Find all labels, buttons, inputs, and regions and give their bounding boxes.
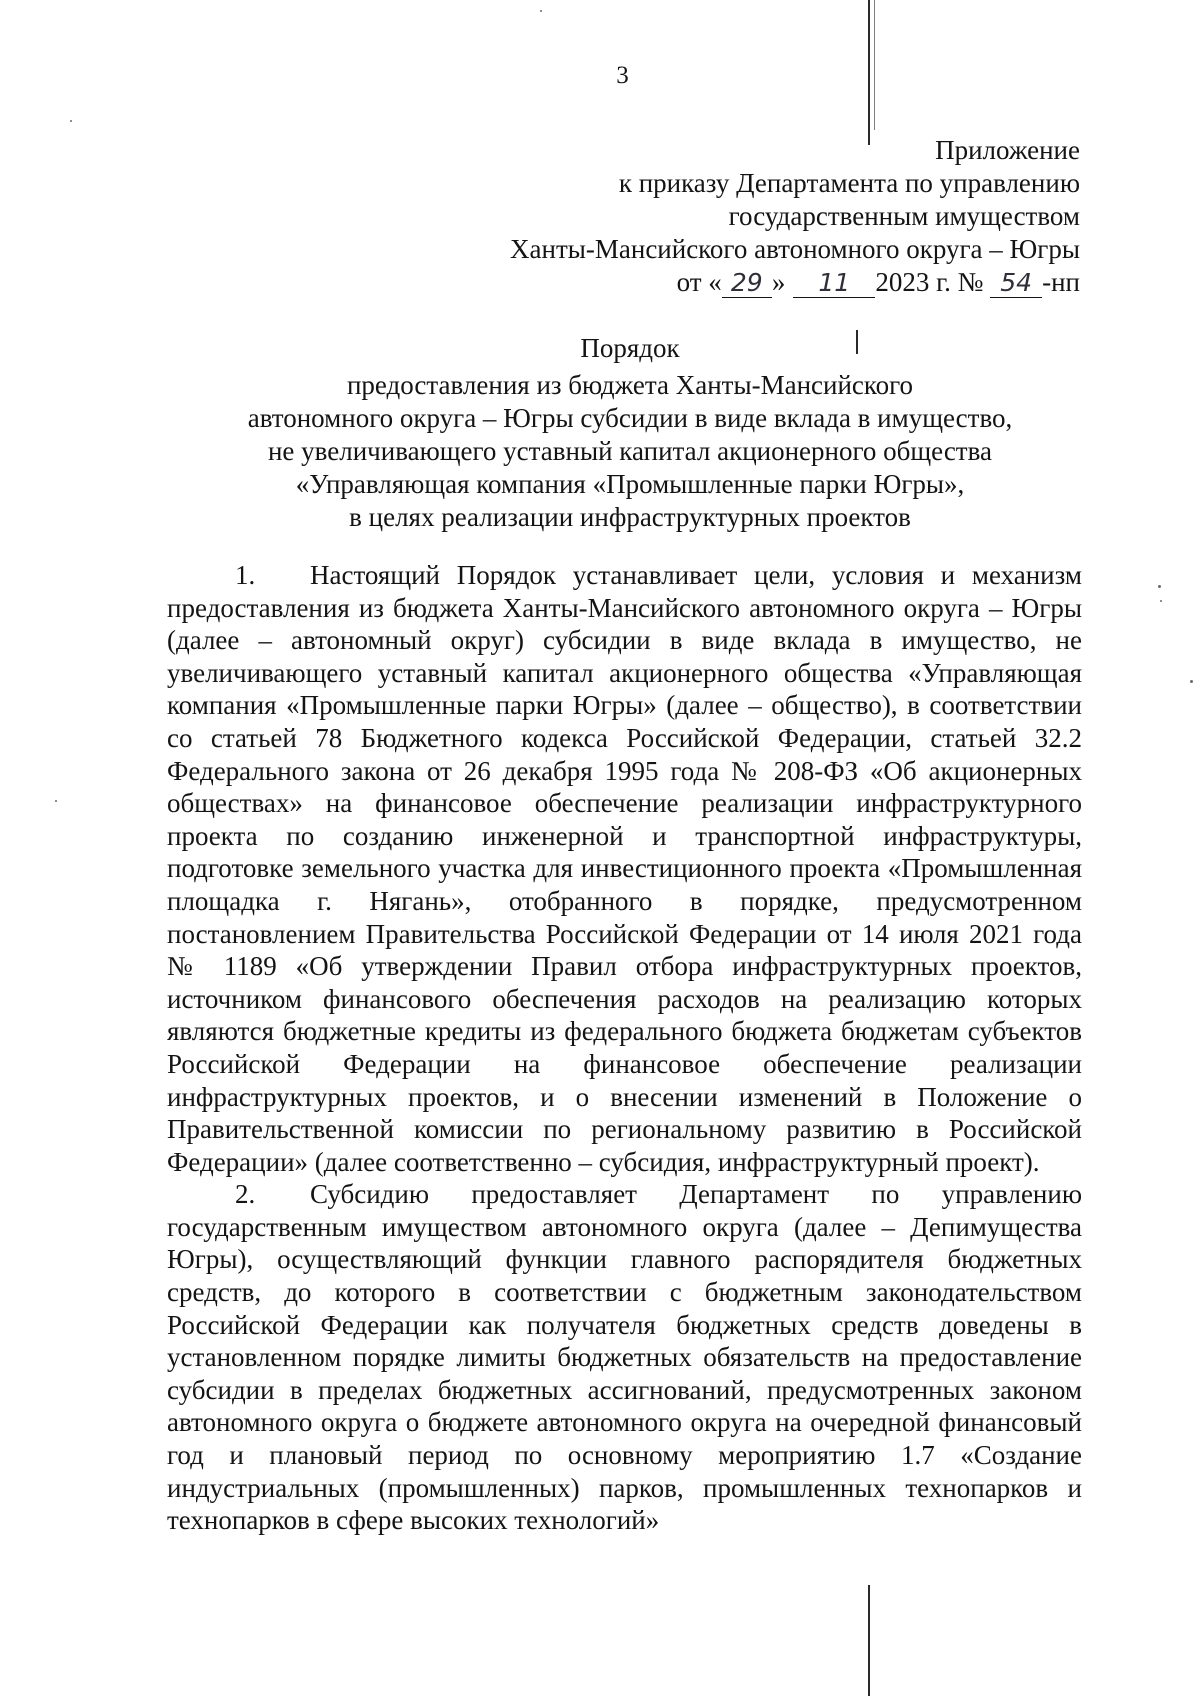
appendix-line-2: к приказу Департамента по управлению [618,168,1080,198]
document-body [167,559,1082,1537]
scan-speck-right-3 [1190,680,1193,683]
title-line-5: в целях реализации инфраструктурных проектов [349,502,911,532]
scan-fold-line-top [868,0,870,145]
paragraph-1 [167,559,1082,1178]
appendix-header [510,134,1080,299]
page-number: 3 [616,62,629,89]
paragraph-1-text: Настоящий Порядок устанавливает цели, условия и механизм предоставления из бюджета Ханты-Мансийского автономного округа – Югры (далее – автономный округ) субсидии в виде вклада в имущество, не увеличивающего уставный капитал акционерного общества «Управляющая компания «Промышленные парки Югры» (далее – общество), в соответствии со статьей 78 Бюджетного кодекса Российской Федерации, статьей 32.2 Федерального закона от 26 декабря 1995 года № 208-ФЗ «Об акционерных обществах» на финансовое обеспечение реализации инфраструктурного проекта по созданию инженерной и транспортной инфраструктуры, подготовке земельного участка для инвестиционного проекта «Промышленная площадка г. Нягань», отобранного в порядке, предусмотренном постановлением Правительства Российской Федерации от 14 июля 2021 года № 1189 «Об утверждении Правил отбора инфраструктурных проектов, источником финансового обеспечения расходов на реализацию которых являются бюджетные кредиты из федерального бюджета бюджетам субъектов Российской Федерации на финансовое обеспечение реализации инфраструктурных проектов, и о внесении изменений в Положение о Правительственной комиссии по региональному развитию в Российской Федерации» (далее соответственно – субсидия, инфраструктурный проект). [167,560,1082,1177]
paragraph-2 [167,1178,1082,1537]
paragraph-1-number: 1. [235,560,256,590]
number-suffix: -нп [1042,267,1080,297]
scan-fold-mark-middle [856,330,858,354]
appendix-line-4: Ханты-Мансийского автономного округа – Югры [510,234,1080,264]
scan-fold-line-bottom [868,1585,870,1696]
date-mid: » [771,267,786,297]
title-line-3: не увеличивающего уставный капитал акционерного общества [267,436,992,466]
handwritten-day: 29 [722,269,772,298]
title-line-4: «Управляющая компания «Промышленные парки Югры», [295,469,965,499]
year-text: 2023 г. № [875,267,984,297]
date-prefix: от « [676,267,722,297]
paragraph-2-text: Субсидию предоставляет Департамент по управлению государственным имуществом автономного округа (далее – Депимущества Югры), осуществляющий функции главного распорядителя бюджетных средств, до которого в соответствии с бюджетным законодательством Российской Федерации как получателя бюджетных средств доведены в установленном порядке лимиты бюджетных обязательств на предоставление субсидии в пределах бюджетных ассигнований, предусмотренных законом автономного округа о бюджете автономного округа на очередной финансовый год и плановый период по основному мероприятию 1.7 «Создание индустриальных (промышленных) парков, промышленных технопарков и технопарков в сфере высоких технологий» [167,1179,1082,1536]
appendix-title: Приложение [935,135,1080,165]
title-heading: Порядок [580,333,680,363]
scan-speck-top-center [540,10,542,12]
title-line-2: автономного округа – Югры субсидии в виде вклада в имущество, [247,403,1013,433]
order-date-line [510,266,1080,299]
scan-fold-line-top-2 [874,0,875,130]
handwritten-order-number: 54 [990,269,1042,298]
appendix-line-3: государственным имуществом [728,201,1080,231]
title-line-1: предоставления из бюджета Ханты-Мансийского [346,370,914,400]
scan-speck-right-2 [1160,600,1162,602]
scan-speck-left [55,800,57,802]
paragraph-2-number: 2. [235,1179,256,1210]
handwritten-month: 11 [793,269,875,298]
scan-speck-right-1 [1158,585,1161,588]
document-title [130,332,1130,534]
scan-speck-top-left [70,120,72,122]
